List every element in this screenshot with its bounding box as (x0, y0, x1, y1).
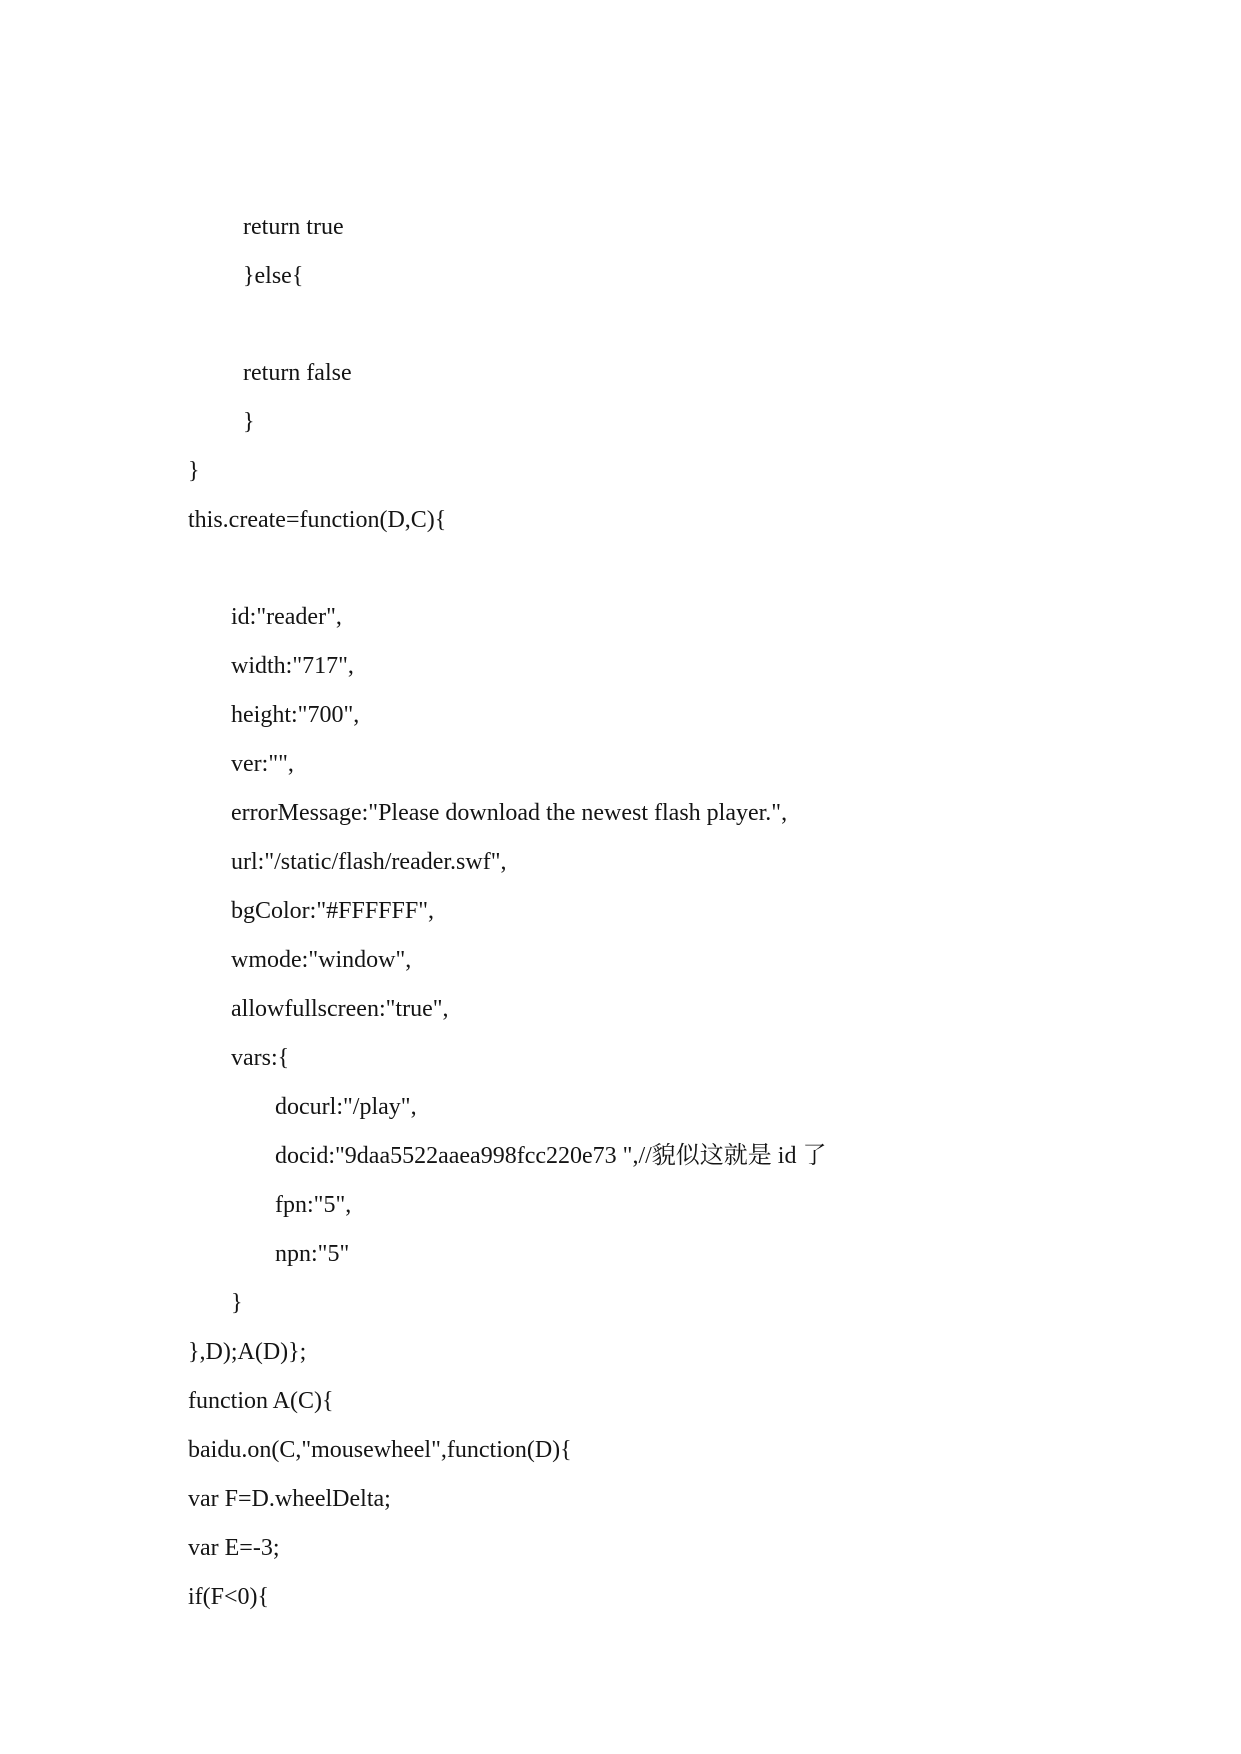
code-line: url:"/static/flash/reader.swf", (231, 849, 507, 875)
code-line: return false (243, 360, 352, 386)
code-line-blank (188, 545, 1148, 593)
code-line: fpn:"5", (275, 1192, 352, 1218)
code-line: bgColor:"#FFFFFF", (231, 898, 435, 924)
code-line: id:"reader", (231, 604, 342, 630)
code-line: vars:{ (231, 1045, 290, 1071)
code-line: docid:"9daa5522aaea998fcc220e73 ",//貌似这就是 id 了 (275, 1143, 827, 1169)
code-line: if(F<0){ (188, 1584, 270, 1610)
code-line: },D);A(D)}; (188, 1339, 307, 1365)
code-line: width:"717", (231, 653, 354, 679)
code-line: var F=D.wheelDelta; (188, 1486, 391, 1512)
code-line-blank (188, 301, 1148, 349)
code-line: var E=-3; (188, 1535, 280, 1561)
code-line: return true (243, 214, 344, 240)
code-line: } (188, 458, 200, 484)
code-line: wmode:"window", (231, 947, 412, 973)
code-line: npn:"5" (275, 1241, 350, 1267)
code-line: }else{ (243, 263, 304, 289)
code-line: docurl:"/play", (275, 1094, 417, 1120)
code-line: ver:"", (231, 751, 294, 777)
code-line: height:"700", (231, 702, 360, 728)
code-line: } (243, 409, 255, 435)
code-line: errorMessage:"Please download the newest flash player.", (231, 800, 788, 826)
code-line: } (231, 1290, 243, 1316)
code-line: allowfullscreen:"true", (231, 996, 449, 1022)
code-line: function A(C){ (188, 1388, 334, 1414)
code-listing (188, 203, 1148, 1622)
code-line: baidu.on(C,"mousewheel",function(D){ (188, 1437, 572, 1463)
code-line: this.create=function(D,C){ (188, 507, 447, 533)
